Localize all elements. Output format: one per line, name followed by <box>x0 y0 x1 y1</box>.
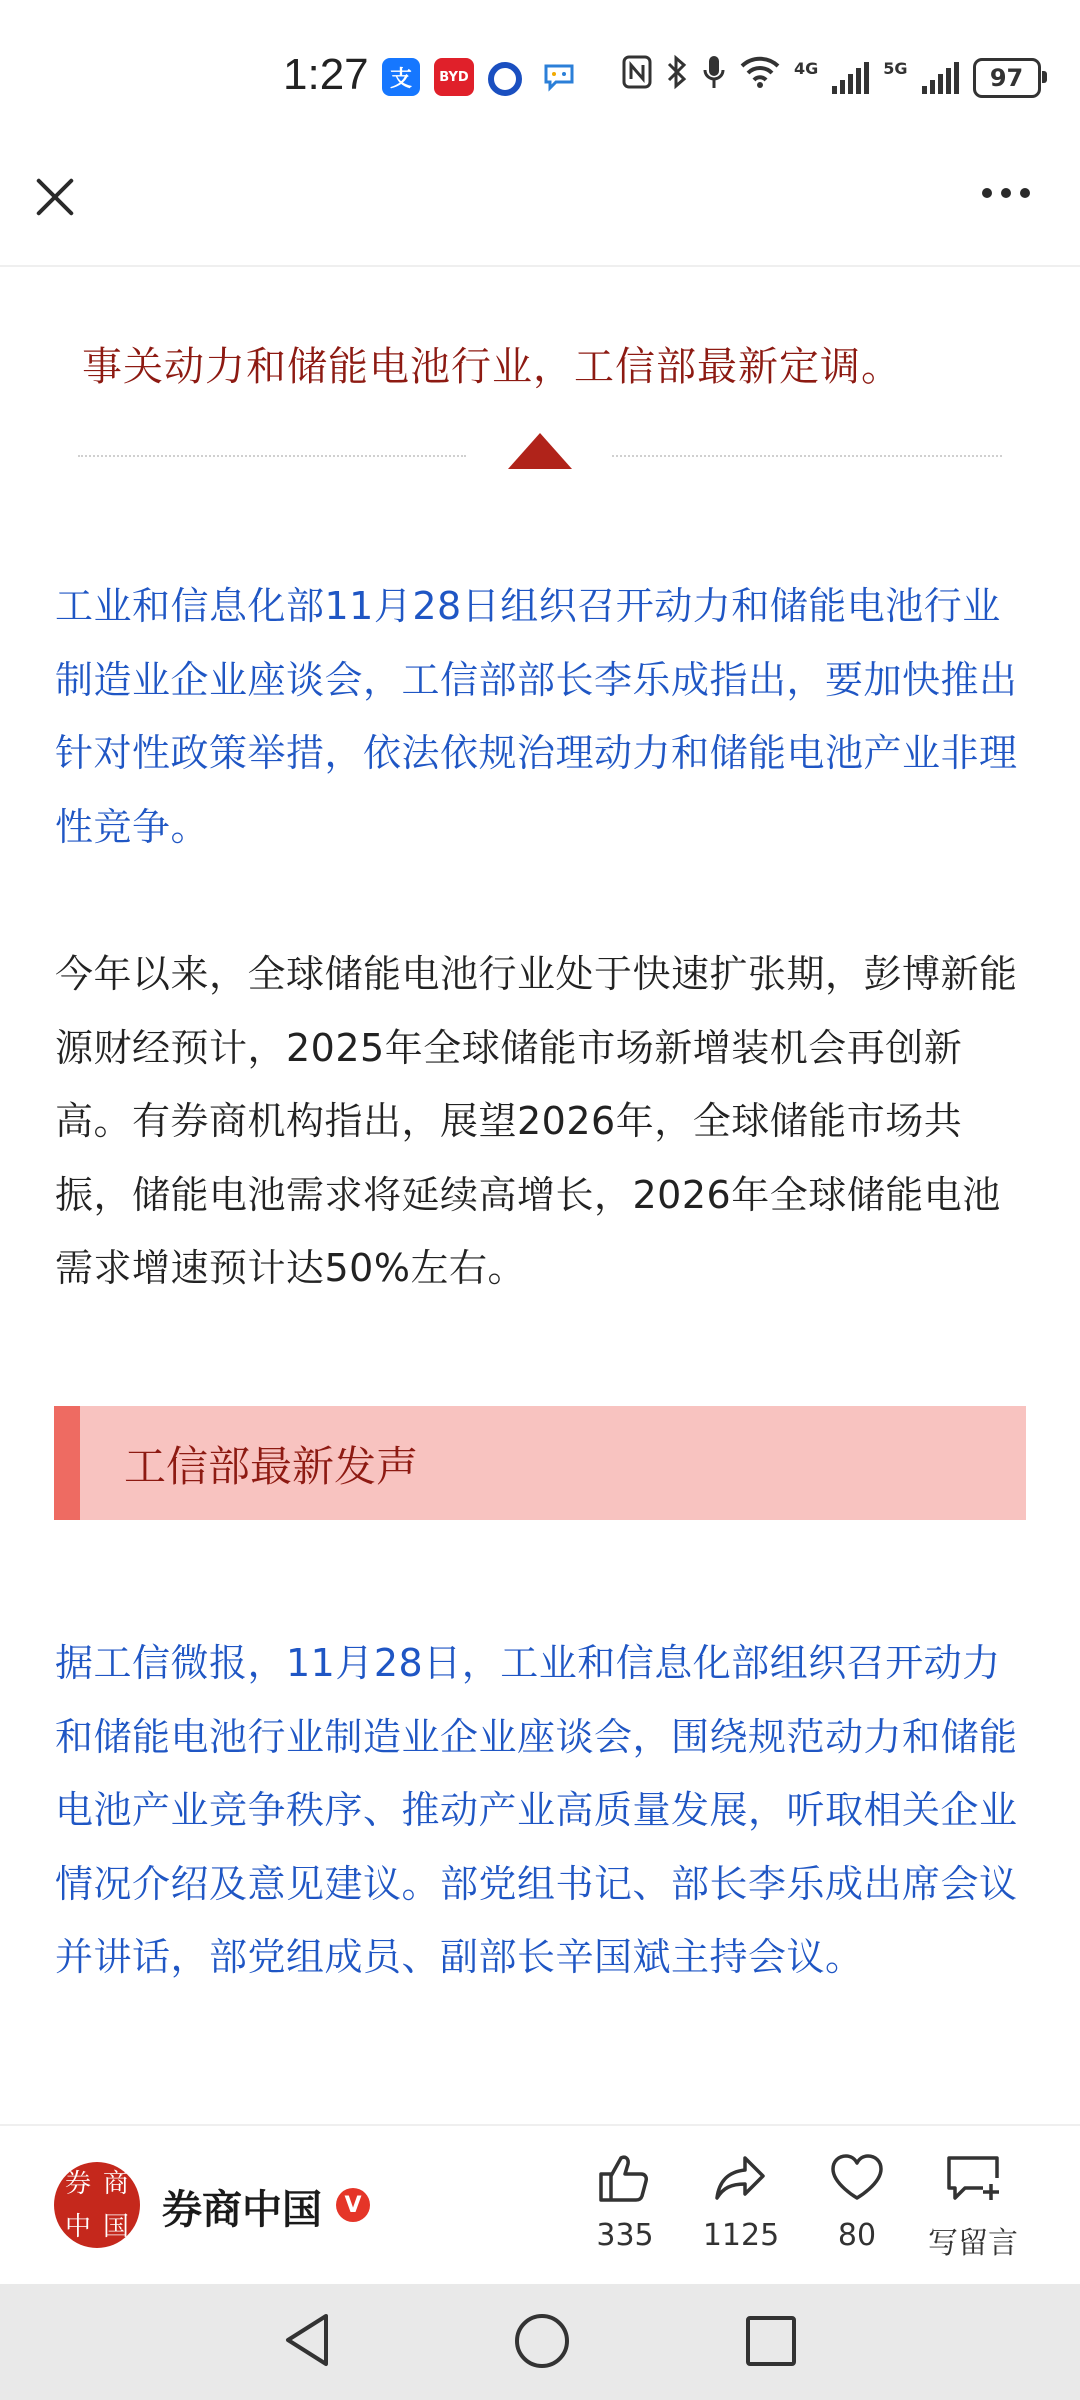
brand-logo[interactable] <box>54 2162 140 2248</box>
share-button[interactable] <box>686 2152 796 2253</box>
byd-icon: BYD <box>434 58 474 96</box>
divider-right <box>612 455 1002 457</box>
like-count: 335 <box>596 2218 654 2253</box>
signal-5g-icon <box>922 62 959 94</box>
network-5g-label: 5G <box>883 58 908 78</box>
back-icon[interactable] <box>282 2312 332 2368</box>
brand-logo-char: 券 <box>64 2168 91 2199</box>
comment-add-icon <box>943 2152 1003 2204</box>
brand-logo-char: 商 <box>102 2168 129 2199</box>
divider-triangle <box>508 433 572 469</box>
divider-left <box>78 455 466 457</box>
bluetooth-icon <box>666 54 688 103</box>
microphone-icon <box>702 54 726 103</box>
alipay-icon: 支 <box>382 58 420 96</box>
chat-bubble-icon <box>540 58 578 96</box>
section-header <box>54 1406 1026 1520</box>
article-subtitle: 事关动力和储能电池行业，工信部最新定调。 <box>82 344 902 390</box>
network-4g-label: 4G <box>794 58 819 78</box>
close-icon[interactable] <box>30 172 80 222</box>
like-button[interactable] <box>570 2152 680 2253</box>
article-paragraph-3: 据工信微报，11月28日，工业和信息化部组织召开动力和储能电池行业制造业企业座谈会，围绕规范动力和储能电池产业竞争秩序、推动产业高质量发展，听取相关企业情况介绍及意见建议。部党组书记、部长李乐成出席会议并讲话，部党组成员、副部长辛国斌主持会议。 <box>55 1641 1018 1979</box>
system-navigation-bar <box>0 2284 1080 2400</box>
battery-icon: 97 <box>973 58 1041 98</box>
verified-badge: V <box>336 2188 370 2222</box>
bottom-action-bar <box>0 2124 1080 2286</box>
recent-apps-icon[interactable] <box>746 2316 796 2366</box>
favorite-button[interactable] <box>802 2152 912 2253</box>
signal-4g-icon <box>832 62 869 94</box>
section-title: 工信部最新发声 <box>124 1442 419 1491</box>
share-count: 1125 <box>702 2218 780 2253</box>
comment-label: 写留言 <box>928 2226 1018 2261</box>
wifi-icon <box>740 56 780 101</box>
comment-button[interactable] <box>918 2152 1028 2262</box>
top-navigation <box>0 150 1080 267</box>
thumbs-up-icon <box>597 2152 653 2204</box>
share-icon <box>713 2152 769 2204</box>
section-accent-bar <box>54 1406 80 1520</box>
brand-name[interactable]: 券商中国 <box>162 2187 322 2233</box>
status-time: 1:27 <box>283 50 369 99</box>
nfc-icon <box>622 55 652 102</box>
heart-icon <box>829 2152 885 2204</box>
home-icon[interactable] <box>515 2314 569 2368</box>
favorite-count: 80 <box>837 2218 877 2253</box>
article-paragraph-1: 工业和信息化部11月28日组织召开动力和储能电池行业制造业企业座谈会，工信部部长李乐成指出，要加快推出针对性政策举措，依法依规治理动力和储能电池产业非理性竞争。 <box>55 584 1018 849</box>
more-options-icon[interactable] <box>982 188 1030 198</box>
status-bar <box>0 0 1080 150</box>
system-icons <box>622 56 1041 100</box>
brand-logo-char: 国 <box>102 2211 129 2242</box>
swirl-app-icon <box>488 62 522 96</box>
brand-logo-char: 中 <box>64 2211 91 2242</box>
article-paragraph-2: 今年以来，全球储能电池行业处于快速扩张期，彭博新能源财经预计，2025年全球储能市场新增装机会再创新高。有券商机构指出，展望2026年，全球储能市场共振，储能电池需求将延续高增长，2026年全球储能电池需求增速预计达50%左右。 <box>55 952 1018 1290</box>
